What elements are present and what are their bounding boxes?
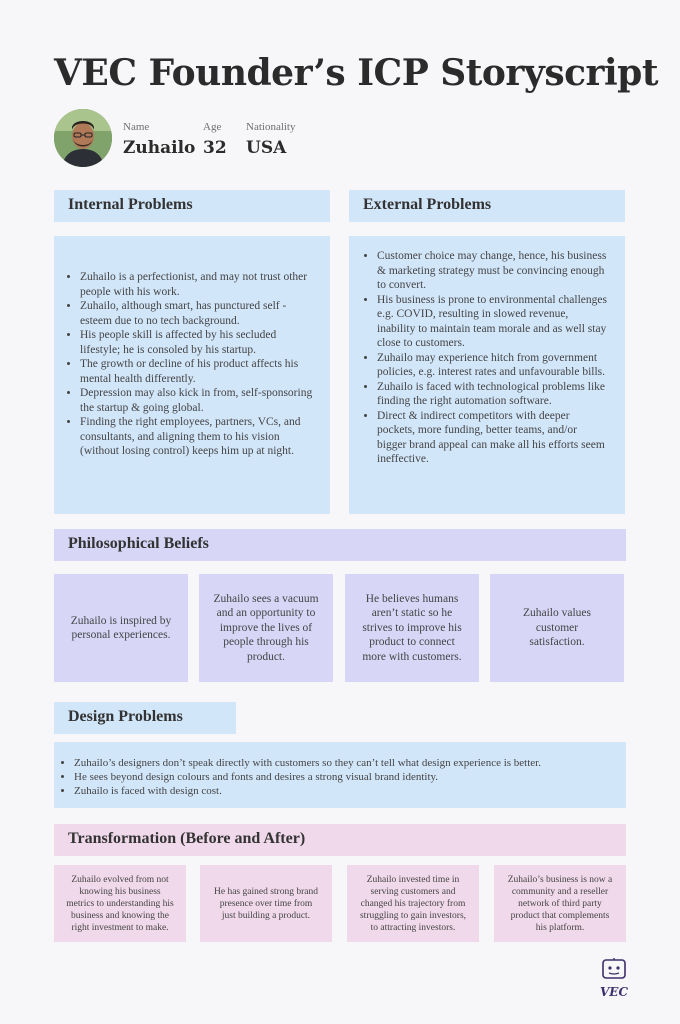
list-item: • Zuhailo may experience hitch from government policies, e.g. interest rates and unfavourable bills. <box>377 351 609 380</box>
transformation-card: Zuhailo’s business is now a community and a reseller network of third party product that complements his platform. <box>494 865 626 942</box>
person-photo-icon <box>54 109 112 167</box>
internal-problems-list <box>64 270 314 459</box>
list-item: • His people skill is affected by his secluded lifestyle; he is consoled by his startup. <box>80 328 314 357</box>
nationality-value: USA <box>246 138 287 158</box>
name-label: Name <box>123 121 150 133</box>
transformation-card: Zuhailo invested time in serving customers and changed his trajectory from struggling to gain investors, to attracting investors. <box>347 865 479 942</box>
list-item: • He sees beyond design colours and fonts and desires a strong visual brand identity. <box>74 770 616 784</box>
list-item: • Depression may also kick in from, self-sponsoring the startup & going global. <box>80 386 314 415</box>
design-problems-list <box>58 756 616 798</box>
name-value: Zuhailo <box>123 138 196 158</box>
philosophical-beliefs-heading: Philosophical Beliefs <box>54 529 626 561</box>
logo-text: VEC <box>600 985 629 999</box>
belief-card: He believes humans aren’t static so he strives to improve his product to connect more with customers. <box>345 574 479 682</box>
design-problems-box <box>54 742 626 808</box>
list-item: • Zuhailo’s designers don’t speak directly with customers so they can’t tell what design experience is better. <box>74 756 616 770</box>
list-item: • The growth or decline of his product affects his mental health differently. <box>80 357 314 386</box>
external-problems-heading: External Problems <box>349 190 625 222</box>
transformation-card: He has gained strong brand presence over time from just building a product. <box>200 865 332 942</box>
list-item: • Zuhailo, although smart, has punctured self -esteem due to no tech background. <box>80 299 314 328</box>
internal-problems-box <box>54 236 330 514</box>
nationality-label: Nationality <box>246 121 296 133</box>
belief-card: Zuhailo sees a vacuum and an opportunity to improve the lives of people through his product. <box>199 574 333 682</box>
avatar <box>54 109 112 167</box>
transformation-heading: Transformation (Before and After) <box>54 824 626 856</box>
transformation-card: Zuhailo evolved from not knowing his business metrics to understanding his business and knowing the right investment to make. <box>54 865 186 942</box>
list-item: • Customer choice may change, hence, his business & marketing strategy must be convincing enough to convert. <box>377 249 609 293</box>
list-item: • His business is prone to environmental challenges e.g. COVID, resulting in slowed revenue, inability to maintain team morale and as well stay close to customers. <box>377 293 609 351</box>
age-value: 32 <box>203 138 227 158</box>
list-item: • Zuhailo is a perfectionist, and may not trust other people with his work. <box>80 270 314 299</box>
age-label: Age <box>203 121 222 133</box>
nationality-field <box>246 121 296 158</box>
vec-logo <box>600 958 630 1002</box>
list-item: • Zuhailo is faced with design cost. <box>74 784 616 798</box>
list-item: • Finding the right employees, partners, VCs, and consultants, and aligning them to his vision (without losing control) keeps him up at night. <box>80 415 314 459</box>
internal-problems-heading: Internal Problems <box>54 190 330 222</box>
list-item: • Direct & indirect competitors with deeper pockets, more funding, better teams, and/or bigger brand appeal can make all his efforts seem ineffective. <box>377 409 609 467</box>
design-problems-heading: Design Problems <box>54 702 236 734</box>
list-item: • Zuhailo is faced with technological problems like finding the right automation software. <box>377 380 609 409</box>
belief-card: Zuhailo values customer satisfaction. <box>490 574 624 682</box>
external-problems-box <box>349 236 625 514</box>
robot-face-icon <box>600 958 630 982</box>
page-title: VEC Founder’s ICP Storyscript <box>54 52 658 94</box>
external-problems-list <box>361 249 609 467</box>
age-field <box>203 121 227 158</box>
name-field <box>123 121 195 158</box>
belief-card: Zuhailo is inspired by personal experiences. <box>54 574 188 682</box>
